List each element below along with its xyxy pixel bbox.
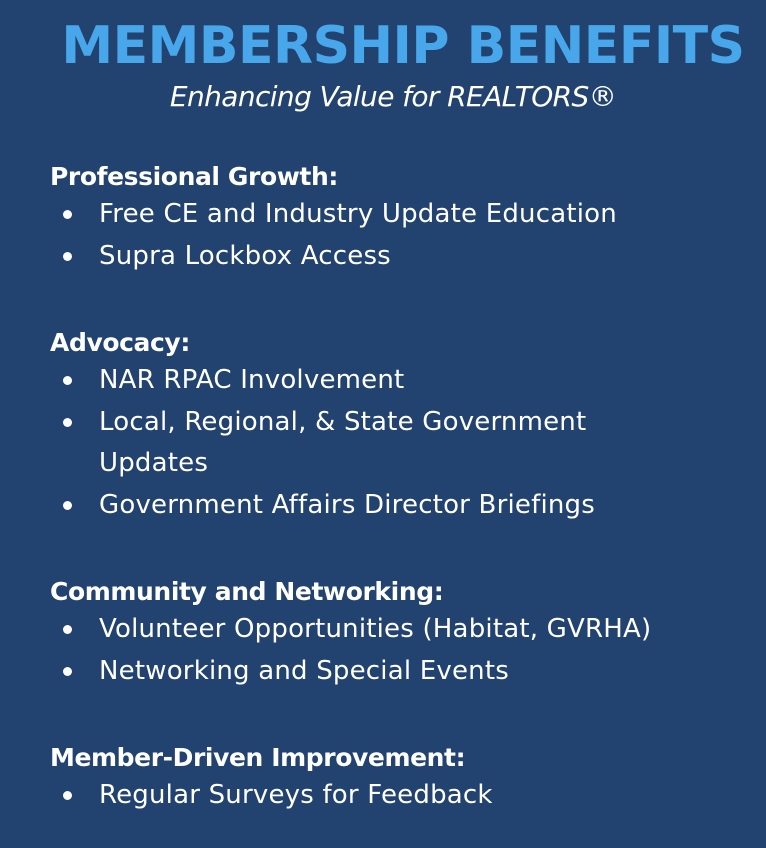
benefit-list (50, 609, 750, 692)
list-item-text: Networking and Special Events (99, 655, 509, 686)
section-heading: Community and Networking: (50, 577, 444, 606)
list-item-text: Regular Surveys for Feedback (99, 780, 493, 810)
bullet-icon (63, 791, 72, 800)
section-heading: Advocacy: (50, 328, 190, 357)
list-item-text: Local, Regional, & State Government Updates (99, 406, 587, 478)
list-item-text: Free CE and Industry Update Education (99, 199, 617, 229)
section-community-networking (50, 575, 750, 692)
list-item (50, 194, 669, 236)
page-subtitle: Enhancing Value for REALTORS® (169, 80, 617, 113)
page-title: MEMBERSHIP BENEFITS (61, 16, 745, 76)
bullet-icon (63, 667, 72, 676)
bullet-icon (63, 252, 72, 261)
section-advocacy (50, 326, 750, 526)
list-item (50, 402, 669, 485)
bullet-icon (63, 501, 72, 510)
list-item-text: Government Affairs Director Briefings (99, 489, 595, 520)
section-professional-growth (50, 160, 750, 277)
list-item (50, 609, 669, 651)
benefit-list (50, 360, 750, 526)
list-item-text: Supra Lockbox Access (99, 240, 391, 271)
bullet-icon (63, 376, 72, 385)
list-item-text: NAR RPAC Involvement (99, 365, 405, 395)
bullet-icon (63, 210, 72, 219)
bullet-icon (63, 625, 72, 634)
list-item (50, 360, 669, 402)
list-item (50, 485, 669, 527)
list-item (50, 775, 669, 817)
benefit-list (50, 194, 750, 277)
section-heading: Member-Driven Improvement: (50, 743, 466, 772)
section-heading: Professional Growth: (50, 162, 338, 191)
list-item (50, 236, 669, 278)
benefit-list (50, 775, 750, 817)
list-item (50, 651, 669, 693)
section-member-driven-improvement (50, 741, 750, 817)
list-item-text: Volunteer Opportunities (Habitat, GVRHA) (99, 614, 652, 644)
bullet-icon (63, 418, 72, 427)
